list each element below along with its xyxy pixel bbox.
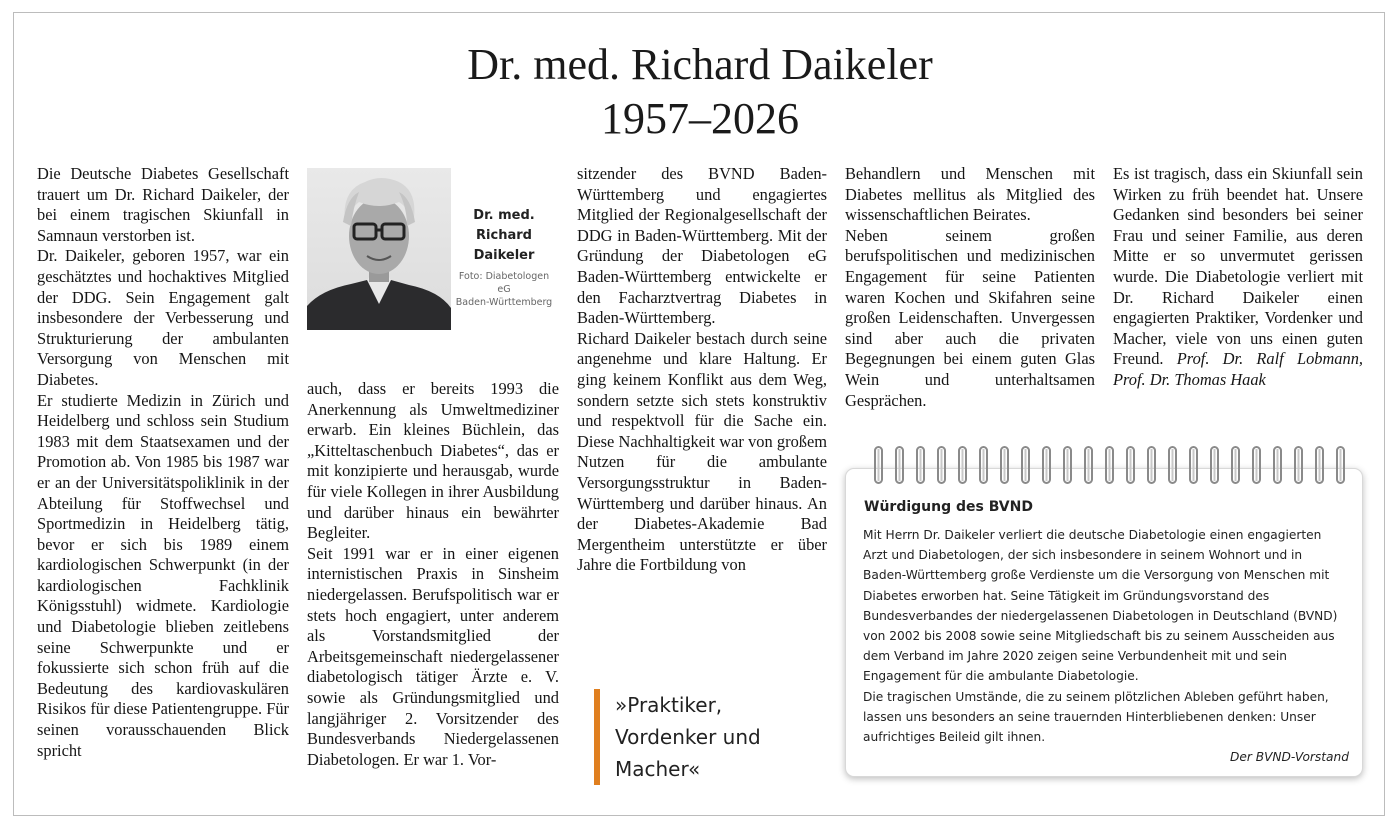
binding-ring — [1043, 447, 1050, 483]
paragraph: Seit 1991 war er in einer eigenen internistischen Praxis in Sinsheim niedergelassen. Berufspolitisch war er stets hoch engagiert, unter anderem als Vorstandsmitglied der Arbeitsgemeinschaft niedergelassener diabetologisch tätiger Ärzte e. V. sowie als Gründungsmitglied und langjähriger 2. Vorsitzender des Bundesverbands Niedergelassenen Diabetologen. Er war 1. Vor- — [307, 543, 559, 769]
title-name: Dr. med. Richard Daikeler — [467, 40, 933, 89]
caption-name-line: Richard — [476, 228, 532, 243]
text-column-1 — [37, 164, 289, 761]
closing-text: Es ist tragisch, dass ein Skiunfall sein Wirken zu früh beendet hat. Unsere Gedanken sind besonders bei seiner Frau und seiner Familie, aus deren Mitte er so unvermutet gerissen wurde. Die Diabetologie verliert mit Dr. Richard Daikeler einen engagierten Praktiker, Vordenker und Macher, viele von uns einen guten Freund. — [1113, 164, 1363, 369]
box-signature: Der BVND-Vorstand — [1229, 750, 1349, 765]
binding-ring — [1253, 447, 1260, 483]
binding-ring — [1169, 447, 1176, 483]
binding-ring — [1022, 447, 1029, 483]
binding-ring — [1106, 447, 1113, 483]
pull-quote-line: Vordenker und — [615, 725, 761, 749]
binding-ring — [980, 447, 987, 483]
box-paragraph: Die tragischen Umstände, die zu seinem plötzlichen Ableben geführt haben, lassen uns besonders an seine trauernden Hinterbliebenen denken: Unser aufrichtiges Beileid gilt ihnen. — [863, 689, 1329, 745]
paragraph: Die Deutsche Diabetes Gesellschaft trauert um Dr. Richard Daikeler, der bei einem tragischen Skiunfall in Samnaun verstorben ist. — [37, 164, 289, 245]
box-paragraph: Mit Herrn Dr. Daikeler verliert die deutsche Diabetologie einen engagierten Arzt und Diabetologen, der sich insbesondere in seinem Wohnort und in Baden-Württemberg große Verdienste um die Versorgung von Menschen mit Diabetes erworben hat. Seine Tätigkeit im Gründungsvorstand des Bundesverbandes der niedergelassenen Diabetologen in Deutschland (BVND) von 2002 bis 2008 sowie seine Mitgliedschaft bis zu seinem Ausscheiden aus dem Verband im Jahre 2020 zeigen seine Verbundenheit mit und sein Engagement für die ambulante Diabetologie. — [863, 528, 1338, 684]
paragraph: Behandlern und Menschen mit Diabetes mellitus als Mitglied des wissenschaftlichen Beirates. — [845, 164, 1095, 225]
spiral-binding-icon — [867, 445, 1347, 485]
pull-quote-line: Macher« — [615, 757, 701, 781]
paragraph: sitzender des BVND Baden-Württemberg und engagiertes Mitglied der Regionalgesellschaft der DDG in Baden-Württemberg. Mit der Gründung der Diabetologen eG Baden-Württemberg entwickelte er den Facharztvertrag Diabetes in Baden-Württemberg. — [577, 164, 827, 328]
binding-ring — [959, 447, 966, 483]
text-column-4 — [845, 164, 1095, 411]
binding-ring — [896, 447, 903, 483]
bvnd-tribute-box — [845, 468, 1363, 777]
caption-name-line: Dr. med. — [473, 208, 535, 223]
photo-caption — [454, 206, 554, 309]
title-years: 1957–2026 — [601, 94, 799, 143]
paragraph: Richard Daikeler bestach durch seine angenehme und klare Haltung. Er ging keinem Konflikt aus dem Weg, sondern setzte sich stets konstruktiv und respektvoll für die Sache ein. Diese Nachhaltigkeit war von großem Nutzen für die ambulante Versorgungsstruktur in Baden-Württemberg und darüber hinaus. An der Diabetes-Akademie Bad Mergentheim unterstützte er über Jahre die Fortbildung von — [577, 328, 827, 575]
binding-ring — [1148, 447, 1155, 483]
paragraph: auch, dass er bereits 1993 die Anerkennung als Umweltmediziner erwarb. Ein kleines Büchlein, das „Kitteltaschenbuch Diabetes“, das er mit konzipierte und herausgab, wurde für viele Kollegen in ihrer Ausbildung und darüber hinaus ein bewährter Begleiter. — [307, 379, 559, 543]
paragraph — [1113, 164, 1363, 391]
photo-credit-line: Baden-Württemberg — [455, 297, 553, 308]
binding-ring — [1295, 447, 1302, 483]
photo-credit-line: Foto: Diabetologen eG — [458, 271, 550, 295]
text-column-5 — [1113, 164, 1363, 391]
text-column-2 — [307, 379, 559, 770]
text-column-3 — [577, 164, 827, 576]
paragraph: Neben seinem großen berufspolitischen und medizinischen Engagement für seine Patienten waren Kochen und Skifahren seine großen Leidenschaften. Unvergessen sind aber auch die privaten Begegnungen bei einem guten Glas Wein und unterhaltsamen Gesprächen. — [845, 225, 1095, 410]
paragraph: Dr. Daikeler, geboren 1957, war ein geschätztes und hochaktives Mitglied der DDG. Sein Engagement galt insbesondere der Verbesserung und Strukturierung der ambulanten Versorgung von Menschen mit Diabetes. — [37, 246, 289, 389]
portrait-photo — [307, 168, 451, 330]
box-body — [863, 525, 1349, 767]
binding-ring — [1232, 447, 1239, 483]
photo-credit — [454, 270, 554, 309]
binding-ring — [1064, 447, 1071, 483]
binding-ring — [1001, 447, 1008, 483]
binding-ring — [1085, 447, 1092, 483]
page-title — [0, 38, 1400, 146]
binding-ring — [1127, 447, 1134, 483]
binding-ring — [1211, 447, 1218, 483]
binding-ring — [917, 447, 924, 483]
binding-ring — [1190, 447, 1197, 483]
binding-ring — [938, 447, 945, 483]
paragraph: Er studierte Medizin in Zürich und Heidelberg und schloss sein Studium 1983 mit dem Staatsexamen und der Promotion ab. Von 1985 bis 1987 war er an der Universitätspoliklinik in der Abteilung für Stoffwechsel und Sportmedizin in Heidelberg tätig, bevor er sich bis 1989 einem kardiologischen Schwerpunkt (in der kardiologischen Fachklinik Königsstuhl) widmete. Kardiologie und Diabetologie blieben zeitlebens seine Schwerpunkte und er fokussierte sich schon früh auf die Bedeutung des kardiovaskulären Risikos für diese Patientengruppe. Für seinen vorausschauenden Blick spricht — [37, 390, 289, 760]
binding-ring — [875, 447, 882, 483]
author-signature: Prof. Dr. Ralf Lobmann, Prof. Dr. Thomas Haak — [1113, 349, 1363, 389]
pull-quote — [594, 689, 835, 785]
pull-quote-line: »Praktiker, — [615, 693, 723, 717]
binding-ring — [1316, 447, 1323, 483]
binding-ring — [1337, 447, 1344, 483]
caption-name-line: Daikeler — [473, 248, 535, 263]
box-title: Würdigung des BVND — [864, 499, 1033, 515]
caption-name — [454, 206, 554, 266]
binding-ring — [1274, 447, 1281, 483]
